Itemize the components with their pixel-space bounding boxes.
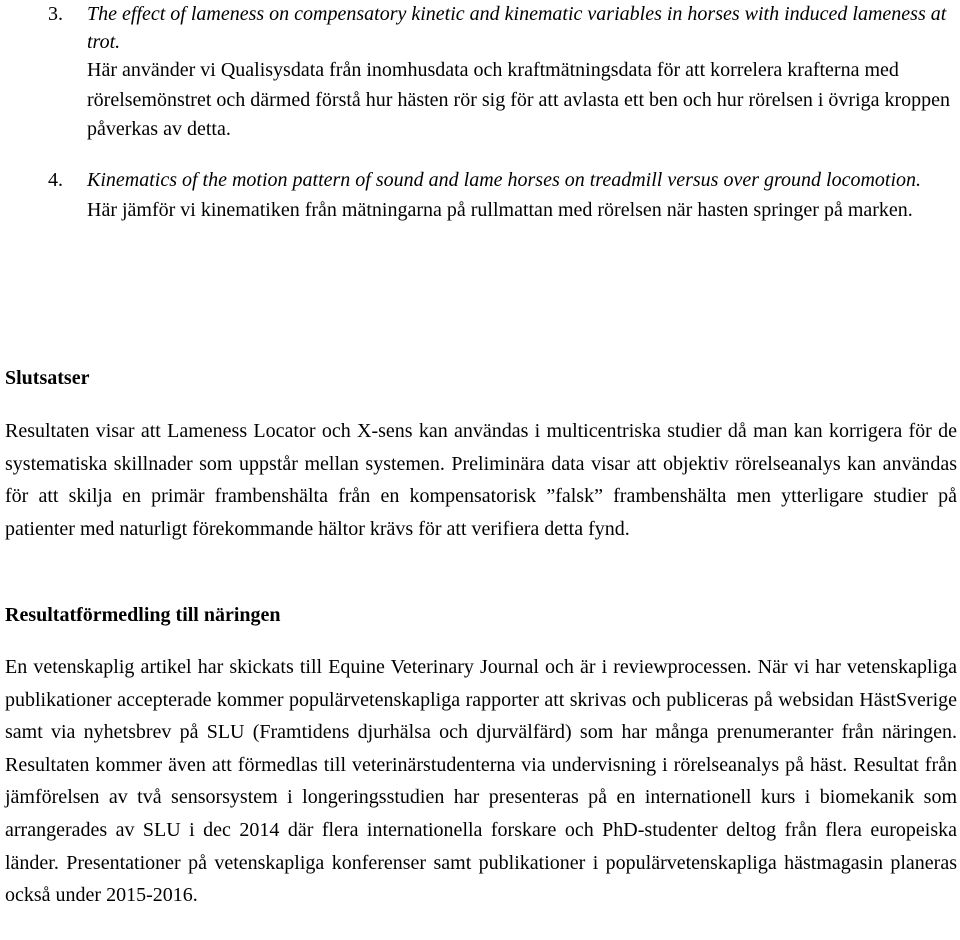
section-paragraph-slutsatser: Resultaten visar att Lameness Locator och X-sens kan användas i multicentriska studier då man kan korrigera för de systematiska skillnader som uppstår mellan systemen. Preliminära data visar att objektiv rörelseanalys kan användas för att skilja en primär frambenshälta från en kompensatorisk ”falsk” frambenshälta men ytterligare studier på patienter med naturligt förekommande hältor krävs för att verifiera detta fynd. bbox=[5, 420, 957, 540]
list-item-title: Kinematics of the motion pattern of sound and lame horses on treadmill versus over ground locomotion. bbox=[87, 169, 922, 191]
section-paragraph-resultatformedling: En vetenskaplig artikel har skickats till Equine Veterinary Journal och är i reviewprocessen. När vi har vetenskapliga publikationer accepterade kommer populärvetenskapliga rapporter att skrivas och publiceras på websidan HästSverige samt via nyhetsbrev på SLU (Framtidens djurhälsa och djurvälfärd) som har många prenumeranter från näringen. Resultaten kommer även att förmedlas till veterinärstudenterna via undervisning i rörelseanalys på häst. Resultat från jämförelsen av två sensorsystem i longeringsstudien har presenteras på en internationell kurs i biomekanik som arrangerades av SLU i dec 2014 där flera internationella forskare och PhD-studenter deltog från flera europeiska länder. Presentationer på vetenskapliga konferenser samt publikationer i populärvetenskapliga hästmagasin planeras också under 2015-2016. bbox=[5, 656, 957, 907]
list-item-number: 3. bbox=[48, 3, 63, 25]
list-item-description: Här använder vi Qualisysdata från inomhusdata och kraftmätningsdata för att korrelera krafterna med rörelsemönstret och därmed förstå hur hästen rör sig för att avlasta ett ben och hur rörelsen i övriga kroppen påverkas av detta. bbox=[87, 59, 951, 140]
list-item-body bbox=[87, 166, 957, 226]
list-item-number: 4. bbox=[48, 169, 63, 191]
section-heading-slutsatser: Slutsatser bbox=[5, 367, 90, 389]
list-item-body bbox=[87, 0, 957, 145]
list-item-title: The effect of lameness on compensatory kinetic and kinematic variables in horses with induced lameness at trot. bbox=[87, 3, 947, 53]
section-heading-resultatformedling: Resultatförmedling till näringen bbox=[5, 604, 281, 626]
list-item-description: Här jämför vi kinematiken från mätningarna på rullmattan med rörelsen när hasten springer på marken. bbox=[87, 199, 913, 221]
